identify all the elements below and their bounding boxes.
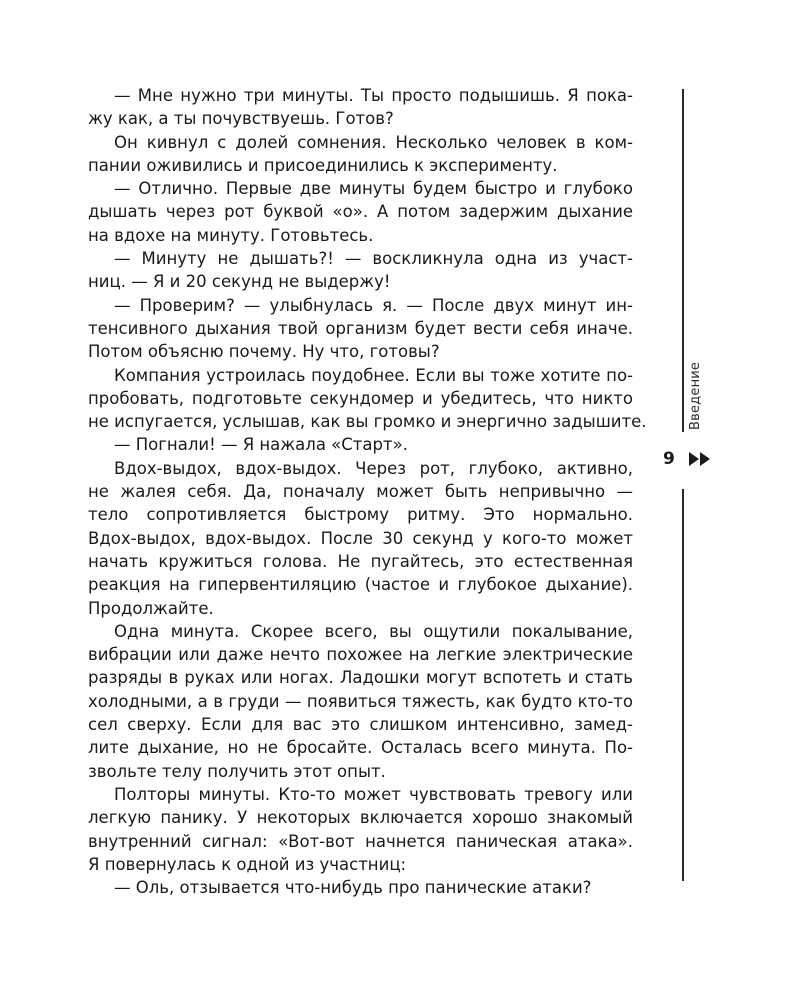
text-line: пании оживились и присоединились к эксперименту. [88,155,558,175]
double-triangle-right-icon [689,451,711,467]
text-line: разряды в руках или ногах. Ладошки могут вспотеть и стать [88,668,633,688]
text-line: реакция на гипервентиляцию (частое и глубокое дыхание). [88,575,633,595]
text-line: на вдохе на минуту. Готовьтесь. [88,225,374,245]
text-line: — Погнали! — Я нажала «Старт». [114,435,408,455]
text-line: — Мне нужно три минуты. Ты просто подышишь. Я пока- [114,86,633,105]
text-line: тенсивного дыхания твой организм будет вести себя иначе. [88,318,633,338]
text-line: легкую панику. У некоторых включается хорошо знакомый [88,808,633,828]
text-line: пробовать, подготовьте секундомер и убедитесь, что никто [88,388,633,408]
text-line: сел сверху. Если для вас это слишком интенсивно, замед- [88,715,633,735]
text-line: звольте телу получить этот опыт. [88,761,386,781]
text-line: начать кружиться голова. Не пугайтесь, это естественная [88,551,633,571]
text-line: Вдох-выдох, вдох-выдох. Через рот, глубоко, активно, [114,458,633,478]
text-line: Потом объясню почему. Ну что, готовы? [88,342,440,362]
text-line: Полторы минуты. Кто-то может чувствовать тревогу или [114,784,633,804]
text-line: дышать через рот буквой «о». А потом задержим дыхание [88,202,633,222]
text-line: — Отлично. Первые две минуты будем быстро и глубоко [114,179,633,199]
text-line: лите дыхание, но не бросайте. Осталась всего минута. По- [88,738,633,758]
text-line: Вдох-выдох, вдох-выдох. После 30 секунд у кого-то может [88,528,633,548]
text-line: вибрации или даже нечто похожее на легкие электрические [88,645,633,665]
section-label: Введение [688,361,703,430]
text-line: внутренний сигнал: «Вот-вот начнется паническая атака». [88,831,633,851]
text-line: не испугается, услышав, как вы громко и энергично задышите. [88,412,647,432]
text-line: жу как, а ты почувствуешь. Готов? [88,109,394,129]
text-line: — Минуту не дышать?! — воскликнула одна из участ- [114,249,633,269]
text-line: тело сопротивляется быстрому ритму. Это нормально. [88,505,633,525]
text-line: холодными, а в груди — появиться тяжесть, как будто кто-то [88,691,633,711]
text-line: Продолжайте. [88,598,214,618]
text-line: не жалея себя. Да, поначалу может быть непривычно — [88,482,633,502]
margin-rule-bottom [682,489,684,881]
body-text [88,84,647,899]
text-line: — Проверим? — улыбнулась я. — После двух минут ин- [114,295,633,315]
text-line: Я повернулась к одной из участниц: [88,854,407,874]
text-line: Одна минута. Скорее всего, вы ощутили покалывание, [114,621,633,641]
text-line: ниц. — Я и 20 секунд не выдержу! [88,272,391,292]
page-number: 9 [663,449,675,469]
text-line: Компания устроилась поудобнее. Если вы тоже хотите по- [114,365,633,385]
text-line: — Оль, отзывается что-нибудь про панические атаки? [114,878,592,898]
text-line: Он кивнул с долей сомнения. Несколько человек в ком- [114,132,633,152]
margin-rule-top [682,89,684,432]
